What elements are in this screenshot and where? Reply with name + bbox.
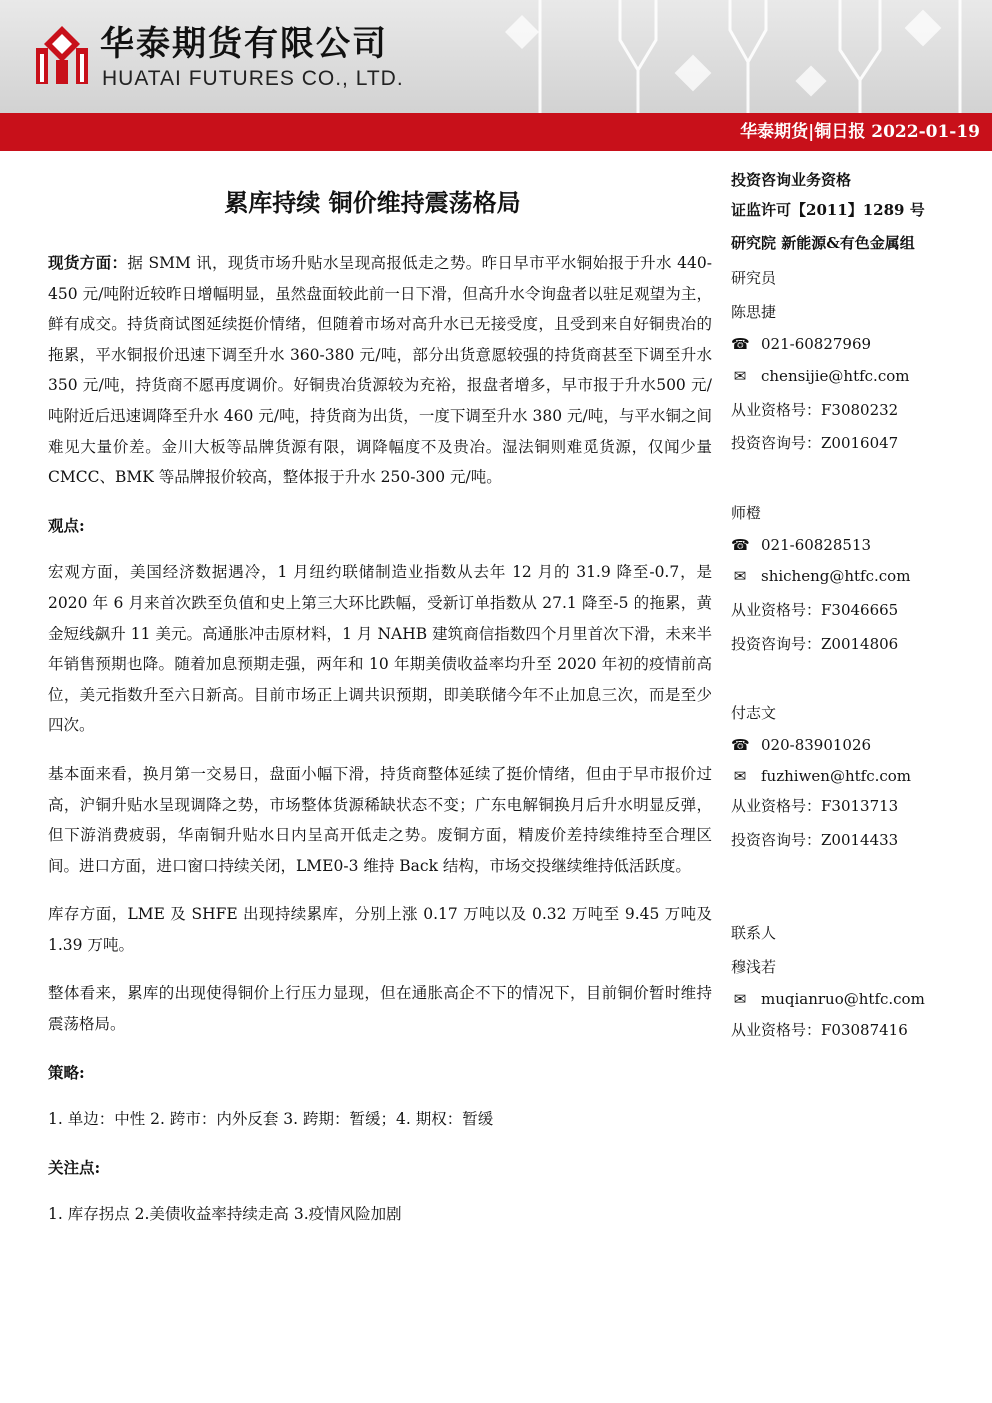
email-address[interactable]: muqianruo@htfc.com [761,990,925,1008]
email-address[interactable]: fuzhiwen@htfc.com [761,767,912,785]
researcher-1-cert: 从业资格号：F3080232 [731,401,899,419]
strategy-heading: 策略: [48,1062,85,1082]
report-banner [0,113,992,151]
researcher-2-email[interactable] [731,565,910,587]
researcher-3-cert: 从业资格号：F3013713 [731,797,899,815]
mail-icon: ✉ [733,367,747,385]
spot-label: 现货方面： [48,253,128,272]
researcher-label: 研究员 [731,269,777,287]
header-decoration [480,0,992,113]
phone-number: 021-60828513 [761,536,872,554]
strategy-item: 1. 单边：中性 2. 跨市：内外反套 3. 跨期：暂缓；4. 期权：暂缓 [48,1110,494,1129]
mail-icon: ✉ [733,767,747,785]
researcher-1-consult: 投资咨询号：Z0016047 [731,434,899,452]
department: 研究院 新能源&有色金属组 [731,234,915,252]
mail-icon: ✉ [733,567,747,585]
researcher-3-name: 付志文 [731,704,777,722]
researcher-2-consult: 投资咨询号：Z0014806 [731,635,899,653]
company-name-cn: 华泰期货有限公司 [100,24,388,64]
report-header [0,0,992,113]
phone-number: 021-60827969 [761,335,872,353]
phone-icon: ☎ [731,536,750,554]
contact-1-cert: 从业资格号：F03087416 [731,1021,908,1039]
researcher-2-cert: 从业资格号：F3046665 [731,601,899,619]
contact-1-email[interactable] [731,988,925,1010]
qualification-license: 证监许可【2011】1289 号 [731,201,925,219]
researcher-1-email[interactable] [731,365,909,387]
researcher-3-phone [731,734,871,756]
researcher-2-name: 师橙 [731,504,762,522]
qualification-title: 投资咨询业务资格 [731,171,852,189]
phone-icon: ☎ [731,335,750,353]
spot-text: 据 SMM 讯，现货市场升贴水呈现高报低走之势。昨日早市平水铜始报于升水 440-450 元/吨附近较昨日增幅明显，虽然盘面较此前一日下滑，但高升水令询盘者以驻足观望为主，鲜有成交。持货商试图延续挺价情绪，但随着市场对高升水已无接受度，且受到来自好铜贵冶的拖累，平水铜报价迅速下调至升水 360-380 元/吨，部分出货意愿较强的持货商甚至下调至升水 350 元/吨，持货商不愿再度调价。好铜贵冶货源较为充裕，报盘者增多，早市报于升水500 元/吨附近后迅速调降至升水 460 元/吨，持货商为出货，一度下调至升水 380 元/吨，与平水铜之间难见大量价差。金川大板等品牌货源有限，调降幅度不及贵冶。湿法铜则难觅货源，仅闻少量 CMCC、BMK 等品牌报价较高，整体报于升水 250-300 元/吨。 [48,254,712,487]
researcher-3-email[interactable] [731,765,911,787]
researcher-3-consult: 投资咨询号：Z0014433 [731,831,899,849]
macro-paragraph: 宏观方面，美国经济数据遇冷，1 月纽约联储制造业指数从去年 12 月的 31.9 降至-0.7，是 2020 年 6 月来首次跌至负值和史上第三大环比跌幅，受新订单指数从 27.1 降至-5 的拖累，黄金短线飙升 11 美元。高通胀冲击原材料，1 月 NAHB 建筑商信指数四个月里首次下滑，未来半年销售预期也降。随着加息预期走强，两年和 10 年期美债收益率均升至 2020 年初的疫情前高位，美元指数升至六日新高。目前市场正上调共识预期，即美联储今年不止加息三次，而是至少四次。 [48,563,712,735]
contact-label: 联系人 [731,924,777,942]
phone-number: 020-83901026 [761,736,872,754]
huatai-logo-icon [32,24,92,86]
phone-icon: ☎ [731,736,750,754]
contact-1-name: 穆浅若 [731,958,777,976]
spot-paragraph [48,248,712,493]
view-heading: 观点: [48,515,85,535]
mail-icon: ✉ [733,990,747,1008]
focus-heading: 关注点: [48,1157,101,1177]
researcher-1-name: 陈思捷 [731,303,777,321]
report-line: 华泰期货|铜日报 2022-01-19 [740,122,980,142]
researcher-1-phone [731,333,871,355]
inventory-paragraph: 库存方面，LME 及 SHFE 出现持续累库，分别上涨 0.17 万吨以及 0.32 万吨至 9.45 万吨及 1.39 万吨。 [48,905,712,954]
email-address[interactable]: chensijie@htfc.com [761,367,910,385]
fundamental-paragraph: 基本面来看，换月第一交易日，盘面小幅下滑，持货商整体延续了挺价情绪，但由于早市报价过高，沪铜升贴水呈现调降之势，市场整体货源稀缺状态不变；广东电解铜换月后升水明显反弹，但下游消费疲弱，华南铜升贴水日内呈高开低走之势。废铜方面，精废价差持续维持至合理区间。进口方面，进口窗口持续关闭，LME0-3 维持 Back 结构，市场交投继续维持低活跃度。 [48,764,712,875]
document-title: 累库持续 铜价维持震荡格局 [224,188,521,217]
email-address[interactable]: shicheng@htfc.com [761,567,911,585]
main-content [48,248,712,1248]
overall-paragraph: 整体看来，累库的出现使得铜价上行压力显现，但在通胀高企不下的情况下，目前铜价暂时维持震荡格局。 [48,984,712,1034]
researcher-2-phone [731,534,871,556]
focus-item: 1. 库存拐点 2.美债收益率持续走高 3.疫情风险加剧 [48,1205,402,1224]
company-name-en: HUATAI FUTURES CO., LTD. [102,67,404,90]
